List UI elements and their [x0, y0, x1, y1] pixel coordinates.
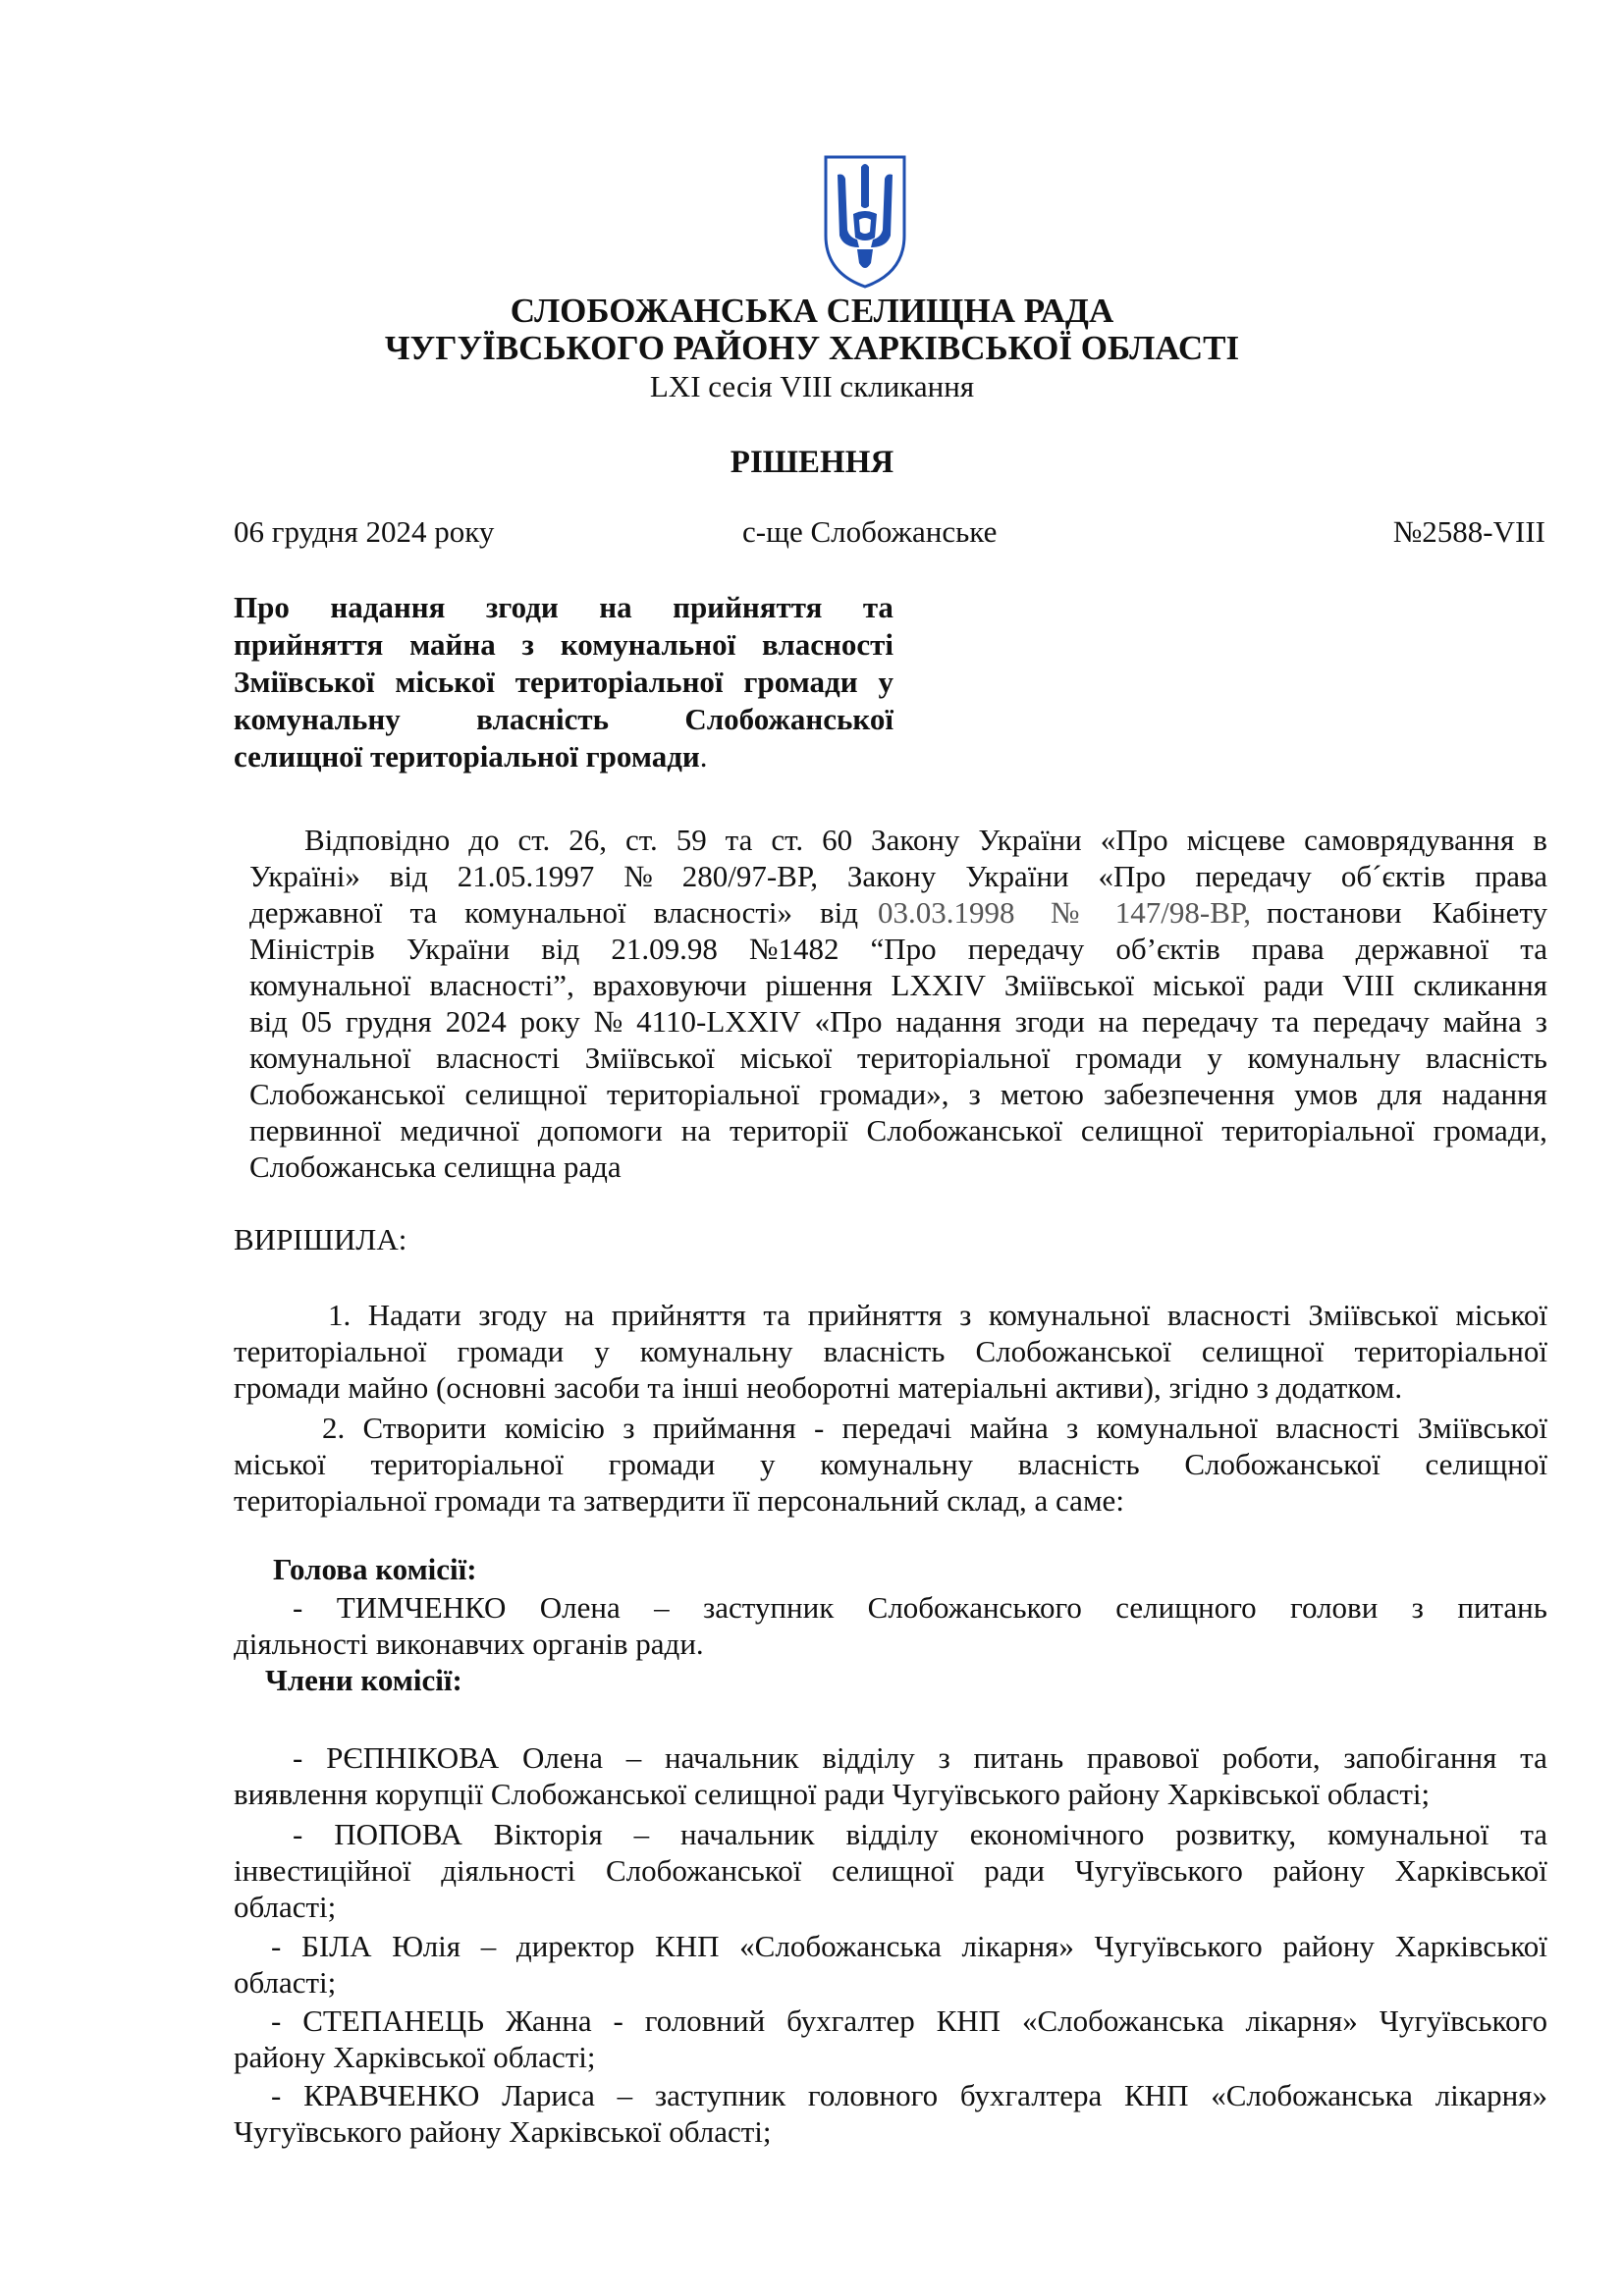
word: згоди — [1014, 1004, 1085, 1039]
word: міської — [234, 1447, 326, 1481]
word: селищної — [1425, 1447, 1547, 1481]
word: «Слобожанська — [739, 1929, 942, 1963]
word: лікарня» — [1435, 2078, 1547, 2112]
word: Слобожанської — [1184, 1447, 1380, 1481]
word: територіальної — [234, 1334, 427, 1368]
word: міської — [395, 665, 495, 699]
word: з — [968, 1077, 981, 1111]
member-4-line-1 — [271, 2002, 1547, 2040]
word: Слобожанської — [866, 1113, 1062, 1148]
word: головний — [644, 2003, 766, 2038]
word: LXXIV — [891, 968, 986, 1002]
word: – — [617, 2078, 633, 2112]
word: заступник — [654, 2078, 786, 2112]
word: КНП — [1124, 2078, 1189, 2112]
word: Олена — [522, 1740, 604, 1775]
preamble-line-8 — [249, 1076, 1547, 1113]
member-5-line-1 — [271, 2077, 1547, 2114]
word: 2024 — [445, 1004, 507, 1039]
word: ст. — [771, 823, 804, 857]
word: України — [965, 859, 1069, 893]
word: директор — [515, 1929, 635, 1963]
word: «Про — [1100, 823, 1168, 857]
word: та — [1272, 1004, 1300, 1039]
word: 60 — [822, 823, 853, 857]
word: Чугуївського — [1094, 1929, 1263, 1963]
word: «Про — [1098, 859, 1166, 893]
commission-head-line-1 — [293, 1589, 1547, 1627]
word: громади», — [819, 1077, 949, 1111]
word: та — [725, 823, 753, 857]
word: 26, — [568, 823, 607, 857]
word: прийняття — [673, 590, 823, 624]
word: з — [938, 1740, 950, 1775]
word: прийняття — [807, 1298, 943, 1332]
trident-icon — [818, 153, 912, 291]
decided-heading: ВИРІШИЛА: — [234, 1222, 407, 1256]
word: громади — [608, 1447, 716, 1481]
word: України — [406, 932, 511, 966]
word: України — [978, 823, 1082, 857]
word: № — [1050, 895, 1080, 930]
word: згоди — [485, 590, 559, 624]
subject-line-5 — [234, 738, 893, 775]
word: майна — [409, 627, 496, 662]
word: Кабінету — [1432, 895, 1547, 930]
word: КРАВЧЕНКО — [303, 2078, 480, 2112]
word: територіальної — [857, 1041, 1051, 1075]
word: та — [409, 895, 438, 930]
word: метою — [1000, 1077, 1084, 1111]
word: та — [862, 590, 893, 624]
district-name: ЧУГУЇВСЬКОГО РАЙОНУ ХАРКІВСЬКОЇ ОБЛАСТІ — [384, 329, 1240, 367]
word: 147/98-ВР, — [1114, 895, 1251, 930]
word: у — [594, 1334, 610, 1368]
word: міської — [1455, 1298, 1547, 1332]
member-3-line-1 — [271, 1928, 1547, 1965]
word: БІЛА — [301, 1929, 372, 1963]
word: Слобожанської — [684, 702, 893, 736]
word: Харківської — [1394, 1853, 1547, 1888]
word: місцеве — [1186, 823, 1286, 857]
word: - — [271, 2003, 282, 2038]
word: начальник — [665, 1740, 799, 1775]
word: Лариса — [502, 2078, 595, 2112]
word: Зміївської — [1417, 1411, 1547, 1445]
word: ст. — [624, 823, 658, 857]
word: - — [293, 1740, 303, 1775]
word: району — [1282, 1929, 1375, 1963]
word: від — [389, 859, 428, 893]
word: району — [1272, 1853, 1365, 1888]
word: селищної — [464, 1077, 587, 1111]
word: передачу — [1195, 859, 1312, 893]
commission-head-line-2: діяльності виконавчих органів ради. — [234, 1627, 704, 1661]
word: Відповідно — [304, 823, 451, 857]
word: голови — [1290, 1590, 1379, 1625]
word: рішення — [765, 968, 873, 1002]
word: надання — [330, 590, 446, 624]
word: РЄПНІКОВА — [326, 1740, 500, 1775]
item1-line-2 — [234, 1333, 1547, 1370]
word: - — [271, 1929, 282, 1963]
word: громади — [457, 1334, 565, 1368]
word: роботи, — [1221, 1740, 1321, 1775]
word: селищної — [1201, 1334, 1325, 1368]
word: власність — [476, 702, 609, 736]
word: «Про — [814, 1004, 883, 1039]
subject-period: . — [699, 739, 708, 774]
word: комунальної — [1096, 1411, 1259, 1445]
word: забезпечення — [1103, 1077, 1275, 1111]
word: лікарня» — [1245, 2003, 1358, 2038]
word: року — [519, 1004, 580, 1039]
word: громади, — [1433, 1113, 1547, 1148]
word: інвестиційної — [234, 1853, 411, 1888]
word: державної — [249, 895, 383, 930]
word: надання — [895, 1004, 1001, 1039]
word: бухгалтера — [959, 2078, 1103, 2112]
word: від — [819, 895, 858, 930]
word: у — [760, 1447, 776, 1481]
item2-line-2 — [234, 1446, 1547, 1483]
item1-line-3: громади майно (основні засоби та інші необоротні матеріальні активи), згідно з додатком. — [234, 1370, 1403, 1405]
council-name: СЛОБОЖАНСЬКА СЕЛИЩНА РАДА — [510, 292, 1114, 330]
word: у — [878, 665, 893, 699]
word: ради — [1263, 968, 1325, 1002]
word: комунальну — [820, 1447, 974, 1481]
word: Зміївської — [234, 665, 375, 699]
word: ради — [984, 1853, 1045, 1888]
word: територіальної — [1354, 1334, 1547, 1368]
word: постанови — [1267, 895, 1402, 930]
word: Вікторія — [493, 1817, 603, 1851]
word: комунальну — [639, 1334, 793, 1368]
subject-line-4 — [234, 701, 893, 738]
word: 05 — [300, 1004, 332, 1039]
word: комунальної — [560, 627, 736, 662]
preamble-line-1 — [304, 822, 1547, 859]
word: територіальної — [514, 665, 724, 699]
word: запобігання — [1343, 1740, 1497, 1775]
word: з — [521, 627, 535, 662]
word: територіальної — [607, 1077, 800, 1111]
word: діяльності — [441, 1853, 576, 1888]
word: на — [564, 1298, 595, 1332]
word: власності — [762, 627, 893, 662]
word: Зміївської — [1003, 968, 1135, 1002]
word: Про — [234, 590, 290, 624]
word: - — [613, 2003, 623, 2038]
word: власності — [436, 1041, 561, 1075]
word: Закону — [871, 823, 960, 857]
commission-head-title: Голова комісії: — [273, 1552, 477, 1586]
word: власності”, — [429, 968, 574, 1002]
word: згоду — [478, 1298, 548, 1332]
word: та — [763, 1298, 791, 1332]
word: – — [625, 1740, 642, 1775]
item2-line-1 — [322, 1410, 1547, 1447]
word: та — [1520, 932, 1547, 966]
word: розвитку, — [1175, 1817, 1297, 1851]
word: об’єктів — [1115, 932, 1220, 966]
word: майна — [1442, 1004, 1522, 1039]
word: у — [1207, 1041, 1222, 1075]
word: на — [680, 1113, 712, 1148]
word: Закону — [846, 859, 937, 893]
word: прийняття — [234, 627, 384, 662]
commission-members-title: Члени комісії: — [265, 1663, 462, 1697]
word: комунальної — [249, 968, 411, 1002]
word: передачу — [1142, 1004, 1259, 1039]
word: ТИМЧЕНКО — [336, 1590, 507, 1625]
preamble-line-7 — [249, 1040, 1547, 1077]
word: міської — [739, 1041, 833, 1075]
word: з — [1066, 1411, 1079, 1445]
word: з — [959, 1298, 972, 1332]
word: Міністрів — [249, 932, 375, 966]
preamble-line-3c — [1267, 894, 1547, 932]
word: від — [249, 1004, 289, 1039]
preamble-line-4 — [249, 931, 1547, 968]
word: - — [293, 1590, 303, 1625]
word: медичної — [400, 1113, 519, 1148]
word: скликання — [1413, 968, 1547, 1002]
word: Слобожанської — [975, 1334, 1171, 1368]
word: селищної — [832, 1853, 954, 1888]
decision-number: №2588-VIII — [1392, 514, 1545, 549]
member-2-line-2 — [234, 1852, 1547, 1890]
word: селищного — [1115, 1590, 1257, 1625]
word: відділу — [822, 1740, 915, 1775]
word: ПОПОВА — [334, 1817, 462, 1851]
preamble-line-3a — [249, 894, 858, 932]
word: 21.05.1997 — [457, 859, 595, 893]
word: Харківської — [1394, 1929, 1547, 1963]
word: ст. — [517, 823, 551, 857]
word: самоврядування — [1304, 823, 1515, 857]
member-5-line-2: Чугуївського району Харківської області; — [234, 2114, 772, 2149]
word: до — [468, 823, 500, 857]
word: територіальної — [370, 1447, 564, 1481]
preamble-line-9 — [249, 1112, 1547, 1149]
word: права — [1475, 859, 1547, 893]
word: Слобожанської — [605, 1853, 802, 1888]
word: Слобожанського — [867, 1590, 1082, 1625]
word: громади — [743, 665, 858, 699]
subject-line-1 — [234, 589, 893, 626]
word: надання — [1441, 1077, 1547, 1111]
word: власності» — [653, 895, 793, 930]
word: прийняття — [611, 1298, 746, 1332]
member-2-line-3: області; — [234, 1890, 337, 1924]
word: 280/97-ВР, — [681, 859, 818, 893]
word: комісію — [504, 1411, 605, 1445]
word: Юлія — [392, 1929, 461, 1963]
word: передачу — [967, 932, 1085, 966]
item1-line-1 — [328, 1297, 1547, 1334]
word: – — [654, 1590, 670, 1625]
word: комунальну — [234, 702, 401, 736]
word: права — [1251, 932, 1325, 966]
word: 1. — [328, 1298, 352, 1332]
word: комунальної — [1326, 1817, 1489, 1851]
preamble-line-3 — [249, 894, 1547, 932]
word: Створити — [362, 1411, 487, 1445]
word: комунальну — [1247, 1041, 1401, 1075]
word: лікарня» — [961, 1929, 1074, 1963]
word: на — [599, 590, 632, 624]
word: Слобожанської — [249, 1077, 446, 1111]
word: - — [814, 1411, 825, 1445]
word: умов — [1294, 1077, 1358, 1111]
document-type: РІШЕННЯ — [730, 445, 894, 480]
word: 2. — [322, 1411, 346, 1445]
subject-line-3 — [234, 664, 893, 701]
word: Зміївської — [1308, 1298, 1438, 1332]
word: комунальної — [464, 895, 626, 930]
word: 03.03.1998 — [878, 895, 1015, 930]
word: Зміївської — [584, 1041, 716, 1075]
word: в — [1533, 823, 1547, 857]
preamble-line-10: Слобожанська селищна рада — [249, 1149, 622, 1184]
word: з — [1411, 1590, 1424, 1625]
word: Надати — [367, 1298, 461, 1332]
word: відділу — [845, 1817, 939, 1851]
word: VIII — [1342, 968, 1395, 1002]
word: передачу — [1313, 1004, 1430, 1039]
word: власність — [1426, 1041, 1547, 1075]
word: питань — [973, 1740, 1064, 1775]
word: передачі — [841, 1411, 952, 1445]
preamble-line-6 — [249, 1003, 1547, 1041]
word: та — [1520, 1817, 1547, 1851]
word: «Слобожанська — [1021, 2003, 1224, 2038]
word: правової — [1086, 1740, 1200, 1775]
word: Чугуївського — [1074, 1853, 1243, 1888]
word: від — [541, 932, 580, 966]
word: власність — [1017, 1447, 1140, 1481]
word: питань — [1457, 1590, 1547, 1625]
word: міської — [1153, 968, 1245, 1002]
preamble-line-3b — [878, 894, 1251, 932]
member-4-line-2: району Харківської області; — [234, 2040, 596, 2074]
word: – — [633, 1817, 650, 1851]
word: Жанна — [505, 2003, 592, 2038]
word: власності — [1166, 1298, 1291, 1332]
word: з — [1535, 1004, 1547, 1039]
word: економічного — [969, 1817, 1145, 1851]
word: майна — [969, 1411, 1049, 1445]
word: територіальної — [1221, 1113, 1415, 1148]
word: «Слобожанська — [1211, 2078, 1413, 2112]
word: та — [1520, 1740, 1547, 1775]
decision-date: 06 грудня 2024 року — [234, 514, 495, 549]
session-line: LXI сесія VIII скликання — [649, 369, 975, 403]
word: 4110-LXXIV — [636, 1004, 801, 1039]
word: 59 — [676, 823, 707, 857]
word: враховуючи — [592, 968, 747, 1002]
word: - — [293, 1817, 303, 1851]
word: №1482 — [748, 932, 839, 966]
word: грудня — [345, 1004, 432, 1039]
word: селищної — [1080, 1113, 1204, 1148]
word: Чугуївського — [1379, 2003, 1547, 2038]
member-1-line-1 — [293, 1739, 1547, 1777]
member-2-line-1 — [293, 1816, 1547, 1853]
word: “Про — [870, 932, 937, 966]
preamble-line-5 — [249, 967, 1547, 1004]
preamble-line-2 — [249, 858, 1547, 895]
word: комунальної — [988, 1298, 1151, 1332]
word: заступник — [703, 1590, 835, 1625]
word: 21.09.98 — [611, 932, 718, 966]
word: допомоги — [537, 1113, 663, 1148]
word: бухгалтер — [786, 2003, 915, 2038]
decision-place: с-ще Слобожанське — [742, 514, 998, 549]
word: державної — [1355, 932, 1489, 966]
member-1-line-2: виявлення корупції Слобожанської селищної ради Чугуївського району Харківської області; — [234, 1777, 1431, 1811]
word: об´єктів — [1340, 859, 1446, 893]
word: приймання — [652, 1411, 796, 1445]
word: власності — [1275, 1411, 1400, 1445]
word: території — [729, 1113, 848, 1148]
word: з — [623, 1411, 635, 1445]
word: комунальної — [249, 1041, 411, 1075]
subject-text: селищної територіальної громади — [234, 739, 700, 774]
word: Олена — [539, 1590, 621, 1625]
word: – — [480, 1929, 497, 1963]
word: - — [271, 2078, 282, 2112]
subject-line-2 — [234, 626, 893, 664]
word: КНП — [936, 2003, 1001, 2038]
word: первинної — [249, 1113, 382, 1148]
word: № — [623, 859, 653, 893]
word: головного — [807, 2078, 939, 2112]
word: власність — [823, 1334, 946, 1368]
word: № — [593, 1004, 623, 1039]
word: Україні» — [249, 859, 360, 893]
word: громади — [1075, 1041, 1182, 1075]
member-3-line-2: області; — [234, 1965, 337, 2000]
word: на — [1098, 1004, 1129, 1039]
word: для — [1378, 1077, 1423, 1111]
item2-line-3: територіальної громади та затвердити її персональний склад, а саме: — [234, 1483, 1124, 1518]
word: начальник — [680, 1817, 815, 1851]
word: КНП — [655, 1929, 720, 1963]
word: СТЕПАНЕЦЬ — [302, 2003, 485, 2038]
